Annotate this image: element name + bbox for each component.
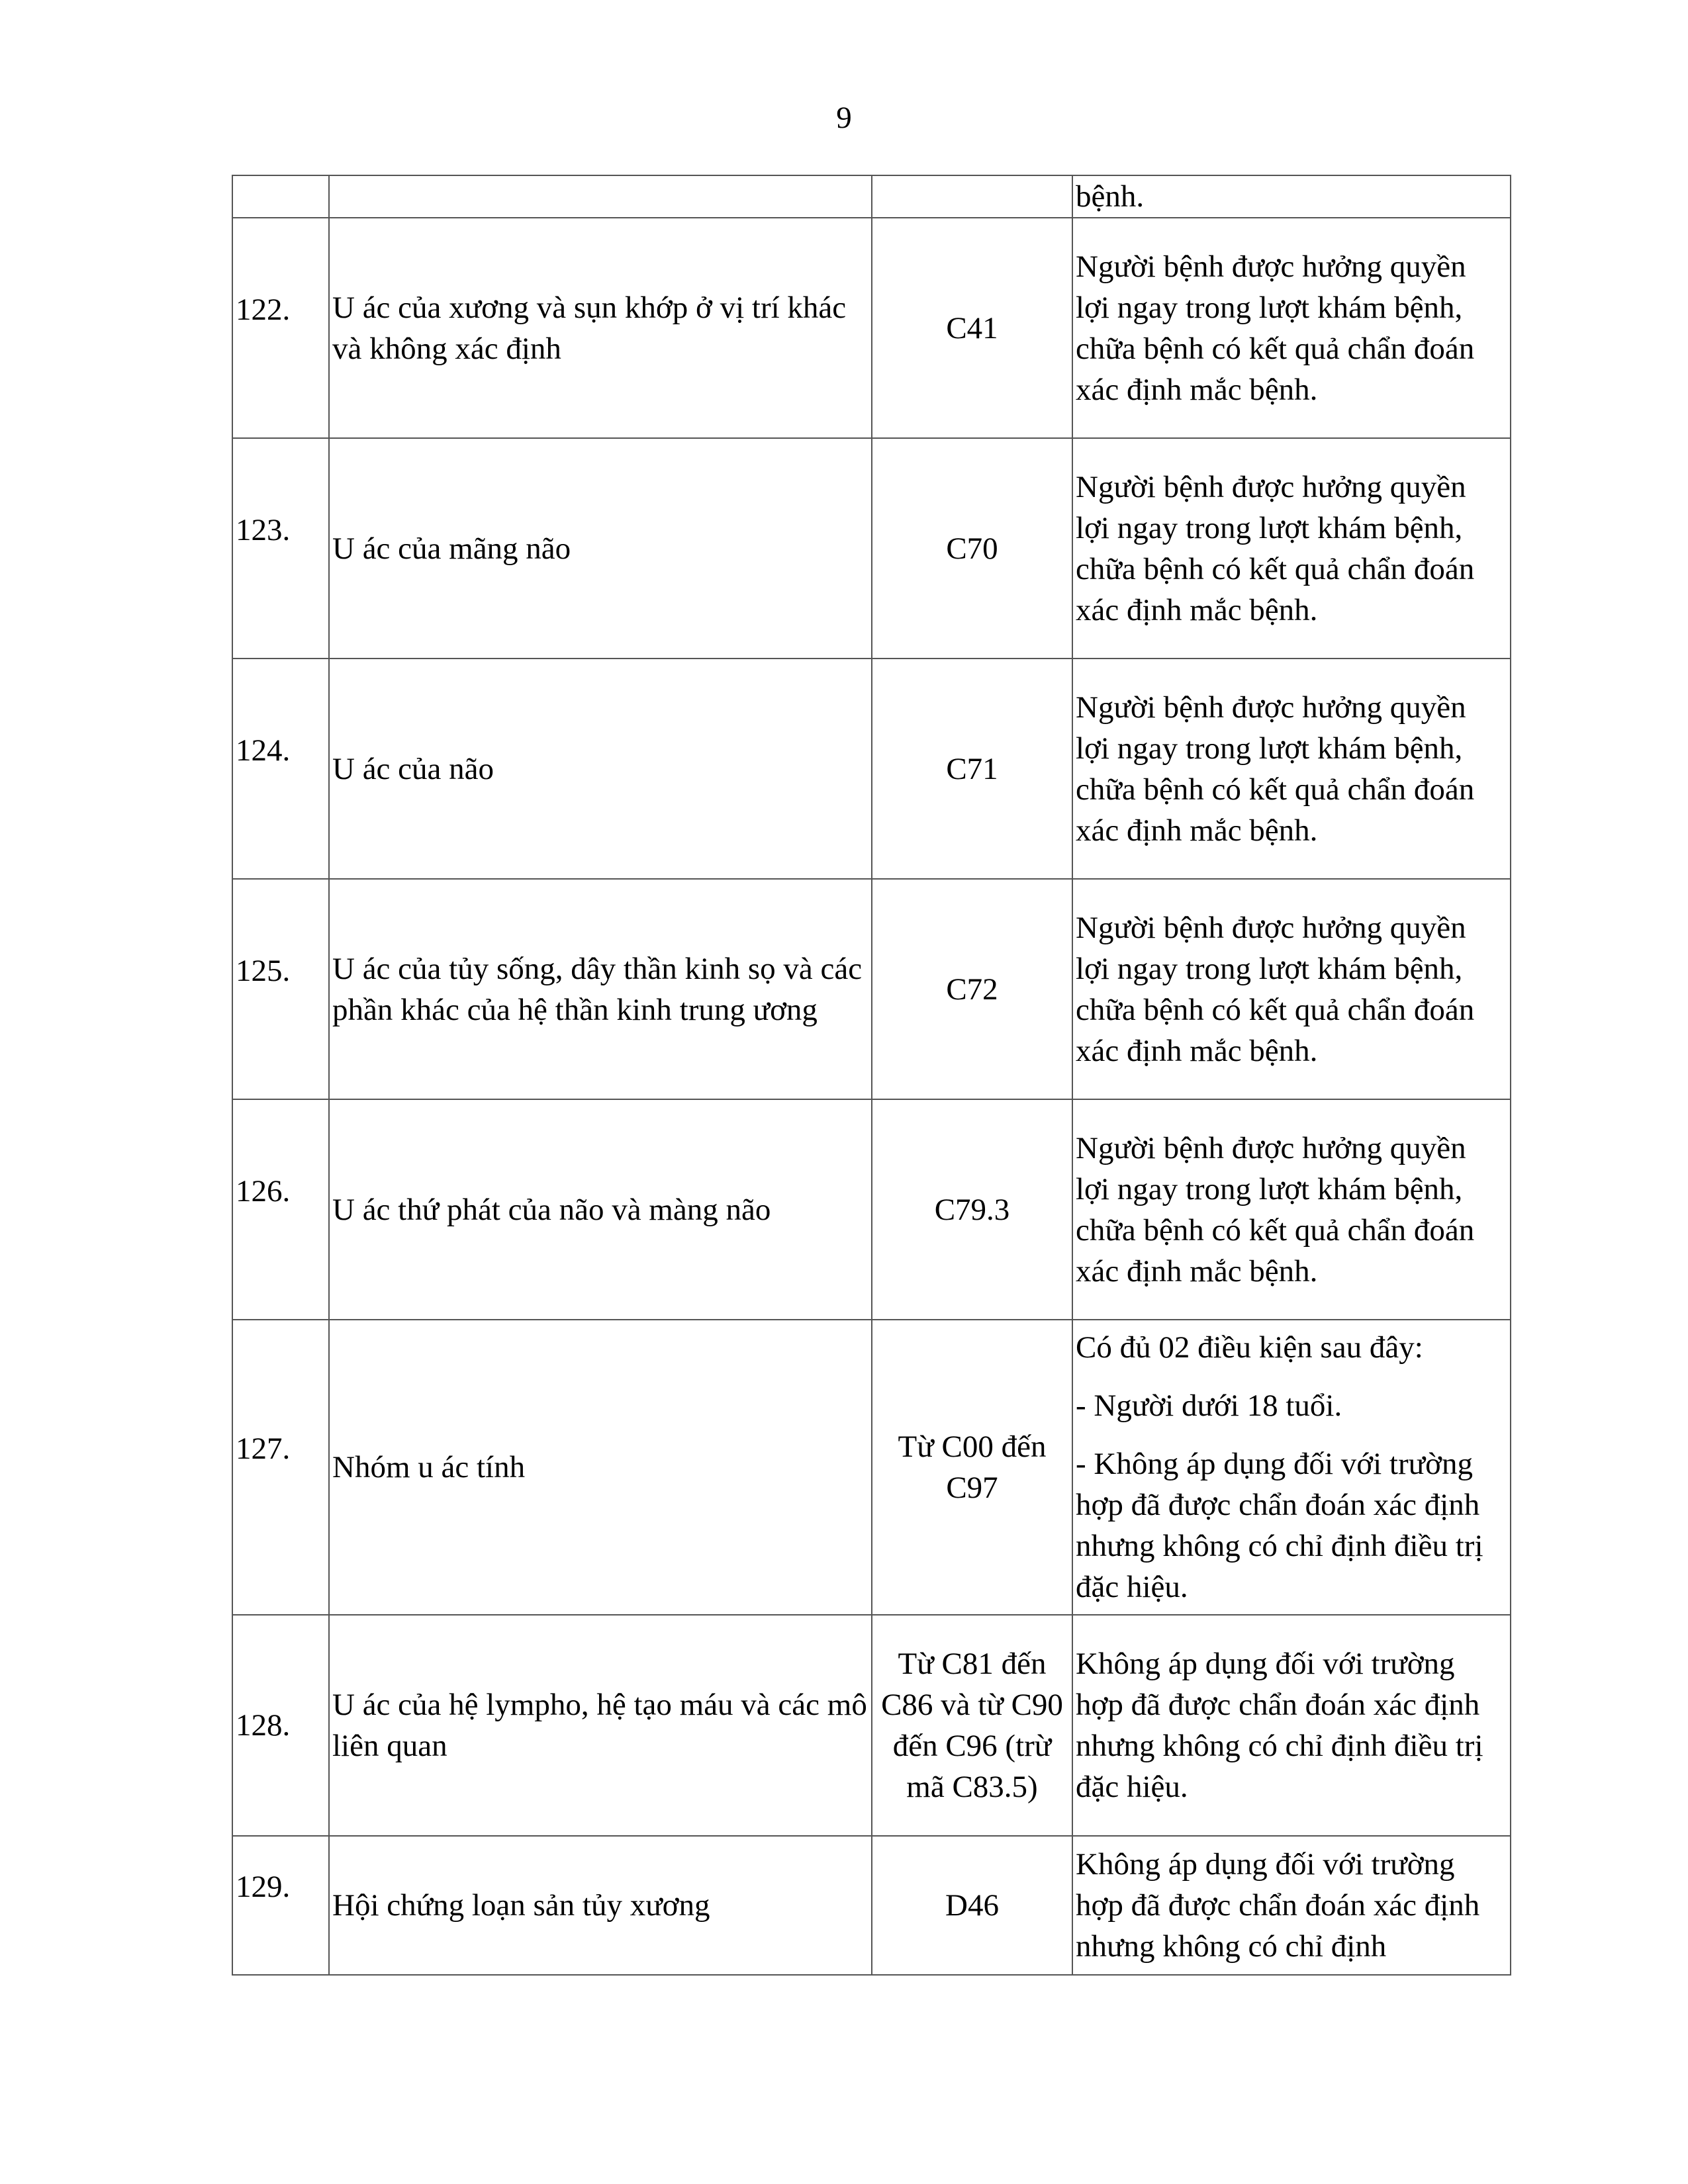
disease-code-cell: D46 bbox=[872, 1836, 1072, 1975]
disease-name-cell: Nhóm u ác tính bbox=[329, 1320, 872, 1615]
disease-code-cell bbox=[872, 175, 1072, 218]
page-number: 9 bbox=[836, 101, 852, 135]
disease-name-cell: U ác của não bbox=[329, 659, 872, 879]
condition-note-cell: bệnh. bbox=[1072, 175, 1511, 218]
row-number-cell bbox=[232, 1099, 329, 1320]
row-number: 122. bbox=[236, 292, 291, 327]
row-number-cell bbox=[232, 659, 329, 879]
condition-note-cell: Người bệnh được hưởng quyền lợi ngay trong lượt khám bệnh, chữa bệnh có kết quả chẩn đoán xác định mắc bệnh. bbox=[1072, 659, 1511, 879]
row-number: 125. bbox=[236, 953, 291, 988]
condition-note-cell: Người bệnh được hưởng quyền lợi ngay trong lượt khám bệnh, chữa bệnh có kết quả chẩn đoán xác định mắc bệnh. bbox=[1072, 438, 1511, 659]
condition-note-line: - Không áp dụng đối với trường hợp đã được chẩn đoán xác định nhưng không có chỉ định điều trị đặc hiệu. bbox=[1076, 1447, 1483, 1604]
table-row-continuation bbox=[232, 175, 1511, 218]
row-number-cell bbox=[232, 879, 329, 1099]
disease-name-cell: U ác thứ phát của não và màng não bbox=[329, 1099, 872, 1320]
disease-code-cell: Từ C00 đến C97 bbox=[872, 1320, 1072, 1615]
row-number: 129. bbox=[236, 1870, 291, 1904]
table-row bbox=[232, 218, 1511, 438]
condition-note-cell: Người bệnh được hưởng quyền lợi ngay trong lượt khám bệnh, chữa bệnh có kết quả chẩn đoán xác định mắc bệnh. bbox=[1072, 879, 1511, 1099]
condition-note-cell: Người bệnh được hưởng quyền lợi ngay trong lượt khám bệnh, chữa bệnh có kết quả chẩn đoán xác định mắc bệnh. bbox=[1072, 1099, 1511, 1320]
table-row bbox=[232, 659, 1511, 879]
condition-note-line: - Người dưới 18 tuổi. bbox=[1076, 1388, 1342, 1423]
row-number-cell bbox=[232, 1836, 329, 1975]
row-number-cell bbox=[232, 1615, 329, 1836]
condition-note-line: Có đủ 02 điều kiện sau đây: bbox=[1076, 1330, 1423, 1365]
row-number: 127. bbox=[236, 1432, 291, 1466]
disease-name-cell: U ác của mãng não bbox=[329, 438, 872, 659]
table-row bbox=[232, 1320, 1511, 1615]
row-number-cell bbox=[232, 1320, 329, 1615]
condition-note-cell: Người bệnh được hưởng quyền lợi ngay trong lượt khám bệnh, chữa bệnh có kết quả chẩn đoán xác định mắc bệnh. bbox=[1072, 218, 1511, 438]
disease-code-cell: C79.3 bbox=[872, 1099, 1072, 1320]
table-row bbox=[232, 1615, 1511, 1836]
row-number: 126. bbox=[236, 1173, 291, 1208]
disease-code-cell: C72 bbox=[872, 879, 1072, 1099]
row-number: 128. bbox=[236, 1708, 291, 1743]
row-number-cell bbox=[232, 218, 329, 438]
disease-table bbox=[232, 175, 1511, 1976]
row-number: 124. bbox=[236, 733, 291, 768]
row-number-cell bbox=[232, 438, 329, 659]
row-number: 123. bbox=[236, 512, 291, 547]
disease-name-cell bbox=[329, 175, 872, 218]
disease-code-cell: C71 bbox=[872, 659, 1072, 879]
disease-code-cell: C41 bbox=[872, 218, 1072, 438]
disease-name-cell: U ác của xương và sụn khớp ở vị trí khác và không xác định bbox=[329, 218, 872, 438]
condition-note-cell: Không áp dụng đối với trường hợp đã được chẩn đoán xác định nhưng không có chỉ định bbox=[1072, 1836, 1511, 1975]
disease-name-cell: U ác của tủy sống, dây thần kinh sọ và các phần khác của hệ thần kinh trung ương bbox=[329, 879, 872, 1099]
disease-code-cell: C70 bbox=[872, 438, 1072, 659]
disease-name-cell: Hội chứng loạn sản tủy xương bbox=[329, 1836, 872, 1975]
table-row bbox=[232, 1099, 1511, 1320]
disease-code-cell: Từ C81 đến C86 và từ C90 đến C96 (trừ mã C83.5) bbox=[872, 1615, 1072, 1836]
table-row bbox=[232, 438, 1511, 659]
condition-note-cell: Không áp dụng đối với trường hợp đã được chẩn đoán xác định nhưng không có chỉ định điều trị đặc hiệu. bbox=[1072, 1615, 1511, 1836]
table-row bbox=[232, 879, 1511, 1099]
disease-name-cell: U ác của hệ lympho, hệ tạo máu và các mô liên quan bbox=[329, 1615, 872, 1836]
condition-note-cell bbox=[1072, 1320, 1511, 1615]
row-number-cell bbox=[232, 175, 329, 218]
table-row bbox=[232, 1836, 1511, 1975]
